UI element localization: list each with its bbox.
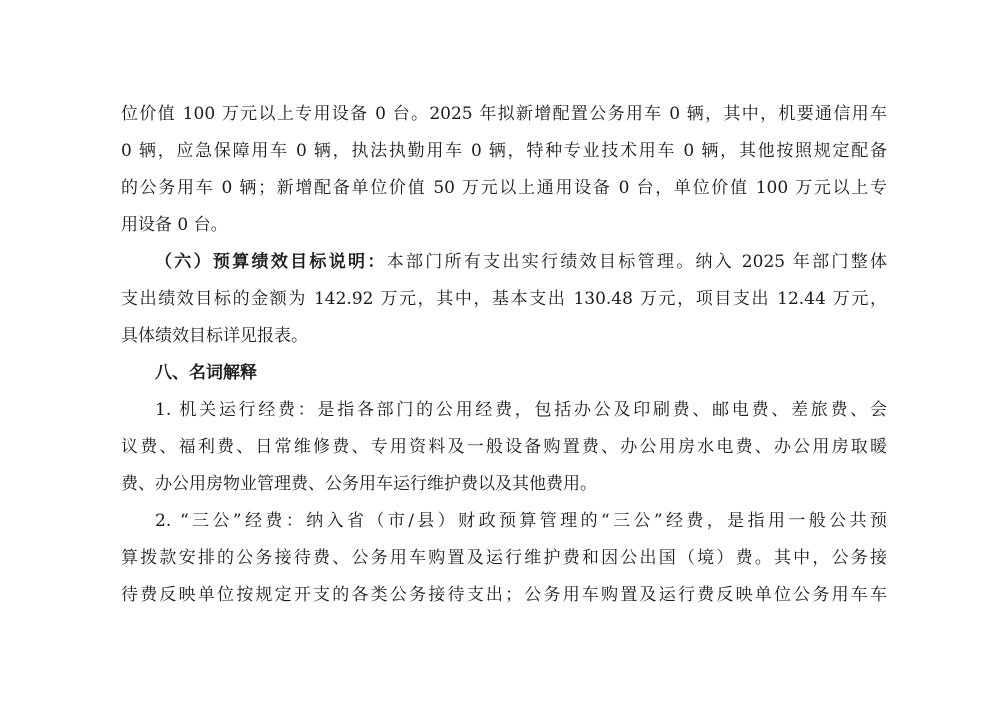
text-line: 位价值 100 万元以上专用设备 0 台。2025 年拟新增配置公务用车 0 辆，其中，机要通信用车 [121, 104, 887, 124]
paragraph-performance-goals [121, 244, 887, 355]
paragraph-term-three-public [121, 503, 887, 614]
text-line: 具体绩效目标详见报表。 [121, 326, 308, 346]
section-heading: 八、名词解释 [155, 363, 257, 383]
paragraph-term-operating-costs [121, 392, 887, 503]
text-line: 待费反映单位按规定开支的各类公务接待支出；公务用车购置及运行费反映单位公务用车车 [121, 585, 887, 605]
text-line: 议费、福利费、日常维修费、专用资料及一般设备购置费、办公用房水电费、办公用房取暖 [121, 437, 887, 457]
text-line: 1. 机关运行经费：是指各部门的公用经费，包括办公及印刷费、邮电费、差旅费、会 [155, 400, 887, 420]
text-line: 的公务用车 0 辆；新增配备单位价值 50 万元以上通用设备 0 台，单位价值 100 万元以上专 [121, 178, 887, 198]
text-line [121, 244, 887, 281]
text-line: 算拨款安排的公务接待费、公务用车购置及运行维护费和因公出国（境）费。其中，公务接 [121, 548, 887, 568]
text-line: 用设备 0 台。 [121, 215, 228, 235]
subsection-label: （六）预算绩效目标说明： [155, 252, 387, 272]
text-line: 费、办公用房物业管理费、公务用车运行维护费以及其他费用。 [121, 474, 597, 494]
text-run: 本部门所有支出实行绩效目标管理。纳入 2025 年部门整体 [386, 252, 887, 272]
paragraph-vehicles-equipment [121, 96, 887, 244]
text-line: 2. “三公”经费：纳入省（市/县）财政预算管理的“三公”经费，是指用一般公共预 [155, 511, 887, 531]
text-line: 0 辆，应急保障用车 0 辆，执法执勤用车 0 辆，特种专业技术用车 0 辆，其他按照规定配备 [121, 141, 887, 161]
text-line: 支出绩效目标的金额为 142.92 万元，其中，基本支出 130.48 万元，项目支出 12.44 万元， [121, 289, 887, 309]
document-page [121, 96, 887, 614]
